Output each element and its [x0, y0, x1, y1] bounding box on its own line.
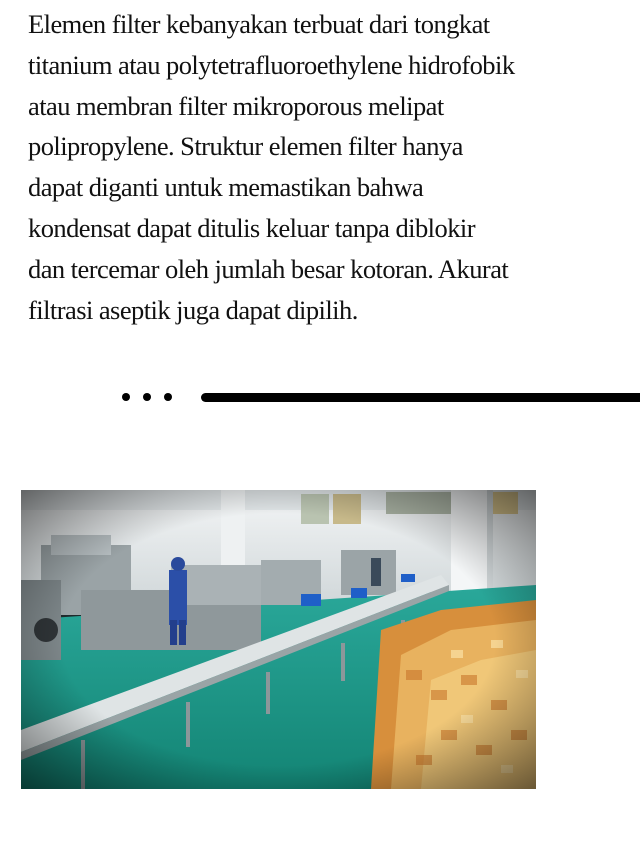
section-divider [0, 384, 640, 410]
divider-dot [164, 393, 172, 401]
factory-photo-illustration [21, 490, 536, 789]
divider-dot [122, 393, 130, 401]
divider-line [201, 393, 640, 402]
article-paragraph: Elemen filter kebanyakan terbuat dari tongkat titanium atau polytetrafluoroethylene hidrofobik atau membran filter mikroporous melipat polipropylene. Struktur elemen filter hanya dapat diganti untuk memastikan bahwa kondensat dapat ditulis keluar tanpa diblokir dan tercemar oleh jumlah besar kotoran. Akurat filtrasi aseptik juga dapat dipilih. [28, 9, 515, 325]
divider-dot [143, 393, 151, 401]
factory-photo [21, 490, 536, 789]
